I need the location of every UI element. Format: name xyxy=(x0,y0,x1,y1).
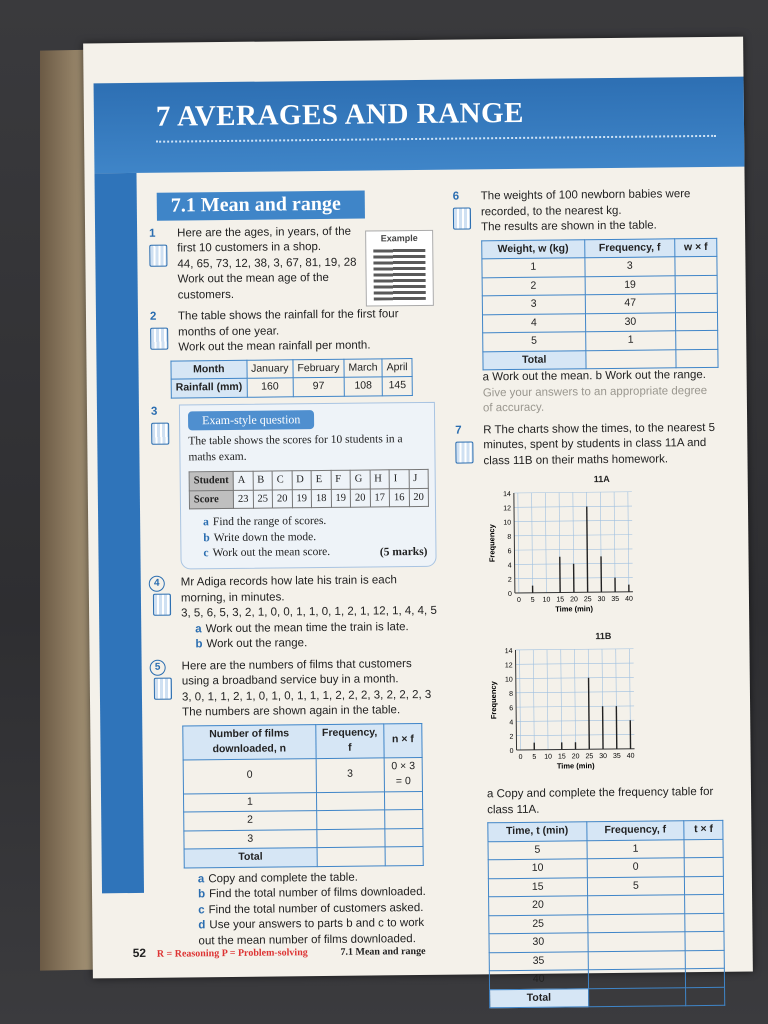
question-parts xyxy=(483,368,719,386)
table-cell: 0 xyxy=(587,858,685,878)
table-cell: 15 xyxy=(488,877,587,897)
table-header: Number of films downloaded, n xyxy=(183,724,316,759)
table-cell xyxy=(385,809,423,828)
grid-line xyxy=(561,649,562,749)
part-text: Work out the range. xyxy=(206,637,308,651)
x-tick-label: 15 xyxy=(556,595,565,604)
table-cell: 18 xyxy=(311,489,331,508)
question-parts xyxy=(181,619,437,653)
question-data: 3, 0, 1, 1, 2, 1, 0, 1, 0, 1, 1, 1, 2, 2, 2, 3, 2, 2, 2, 3 xyxy=(181,688,432,703)
row-label: Rainfall (mm) xyxy=(171,378,247,397)
table-cell xyxy=(686,968,725,987)
calculator-icon xyxy=(151,422,169,444)
table-row xyxy=(489,968,724,989)
table-cell xyxy=(588,987,686,1007)
calculator-icon xyxy=(153,594,171,616)
bar xyxy=(589,677,590,748)
y-tick-label: 0 xyxy=(507,590,512,598)
question-number: 4 xyxy=(149,576,165,592)
table-cell: 3 xyxy=(482,295,585,315)
table-cell xyxy=(316,828,385,847)
part-a: a Copy and complete the frequency table for class 11A. xyxy=(486,785,714,816)
x-tick-label: 25 xyxy=(583,595,592,603)
textbook-page xyxy=(83,37,753,1004)
question-text: R The charts show the times, to the nearest 5 minutes, spent by students in class 11A and class 11B on their maths homework. xyxy=(483,421,716,467)
footer-section: 7.1 Mean and range xyxy=(340,945,426,958)
table-cell xyxy=(384,791,422,810)
total-label: Total xyxy=(483,350,586,370)
table-cell xyxy=(685,931,724,950)
page-number: 52 xyxy=(132,945,147,961)
table-row xyxy=(183,791,422,812)
question-4 xyxy=(147,573,438,654)
table-row xyxy=(489,950,724,971)
table-cell xyxy=(317,847,386,866)
example-qr-code[interactable] xyxy=(365,229,434,306)
side-bar xyxy=(94,173,144,893)
question-2 xyxy=(144,307,435,399)
table-cell xyxy=(675,293,717,312)
marks: (5 marks) xyxy=(379,545,428,558)
y-tick-label: 14 xyxy=(504,647,513,655)
chart-title-11b: 11B xyxy=(595,630,612,642)
calculator-icon xyxy=(149,244,167,266)
y-axis-label: Frequency xyxy=(488,680,499,719)
table-cell: C xyxy=(272,471,292,490)
right-column xyxy=(447,187,726,1009)
table-cell: 97 xyxy=(293,377,344,396)
question-data: 44, 65, 73, 12, 38, 3, 67, 81, 19, 28 xyxy=(177,256,357,271)
y-tick-label: 6 xyxy=(509,704,514,712)
table-row xyxy=(482,256,717,277)
table-cell xyxy=(685,950,724,969)
bar xyxy=(587,506,588,592)
page-footer xyxy=(133,943,426,960)
part-text: Work out the mean score. xyxy=(212,545,331,560)
x-axis-label: Time (min) xyxy=(556,760,595,771)
table-header: Time, t (min) xyxy=(488,822,587,842)
y-tick-label: 12 xyxy=(503,504,512,512)
calculator-icon xyxy=(150,328,168,350)
qr-icon xyxy=(373,248,426,301)
x-tick-label: 5 xyxy=(530,596,535,604)
table-cell: 2 xyxy=(184,811,317,831)
x-tick-label: 35 xyxy=(611,595,620,603)
table-cell: 10 xyxy=(488,859,587,879)
part-letter: b xyxy=(197,888,206,901)
question-text: The table shows the rainfall for the first four months of one year. xyxy=(177,308,399,339)
y-tick-label: 10 xyxy=(503,519,512,527)
part-b: b Work out the range. xyxy=(595,368,707,383)
table-cell: 19 xyxy=(331,489,351,508)
part-text: Copy and complete the table. xyxy=(208,871,358,885)
y-tick-label: 4 xyxy=(507,561,512,569)
part-text: Use your answers to parts b and c to work out the mean number of films downloaded. xyxy=(198,916,425,947)
x-tick-label: 30 xyxy=(597,595,606,603)
question-text-2: The results are shown in the table. xyxy=(481,219,657,234)
table-cell: J xyxy=(409,469,429,488)
table-cell: 1 xyxy=(585,331,676,350)
question-text: Mr Adiga records how late his train is each morning, in minutes. xyxy=(180,574,397,604)
table-cell xyxy=(685,876,724,895)
table-cell: 3 xyxy=(584,257,675,276)
x-tick-label: 30 xyxy=(599,752,608,760)
table-cell xyxy=(685,913,724,932)
table-row xyxy=(489,894,724,915)
table-cell: 20 xyxy=(489,896,588,916)
table-row xyxy=(483,330,718,351)
bar-chart-11a xyxy=(484,487,645,621)
table-cell xyxy=(676,330,718,349)
table-row xyxy=(184,828,423,849)
question-ask: Work out the mean rainfall per month. xyxy=(178,339,371,354)
x-tick-label: 0 xyxy=(516,596,521,604)
table-cell: 30 xyxy=(585,312,676,331)
exam-style-heading: Exam-style question xyxy=(188,410,315,431)
table-cell: E xyxy=(311,470,331,489)
table-row xyxy=(184,809,423,830)
question-number: 5 xyxy=(150,659,166,675)
table-cell: 108 xyxy=(344,377,382,396)
table-cell: 25 xyxy=(253,490,273,509)
table-cell xyxy=(385,828,423,847)
table-cell: 145 xyxy=(382,377,412,396)
table-cell: H xyxy=(370,470,390,489)
x-axis-label: Time (min) xyxy=(555,603,594,614)
question-text: Here are the numbers of films that customers using a broadband service buy in a month. xyxy=(181,657,412,688)
table-cell xyxy=(675,256,717,275)
grid-line xyxy=(532,492,533,592)
table-cell: 1 xyxy=(587,839,685,859)
table-header: Frequency, f xyxy=(586,821,684,841)
table-cell xyxy=(588,932,686,952)
x-tick-label: 0 xyxy=(518,753,523,761)
chapter-title: 7 AVERAGES AND RANGE xyxy=(155,96,525,133)
table-cell: 16 xyxy=(389,488,409,507)
y-tick-label: 8 xyxy=(509,690,513,698)
section-title: 7.1 Mean and range xyxy=(157,191,365,221)
table-header: Frequency, f xyxy=(315,723,384,758)
table-cell: 20 xyxy=(272,489,292,508)
question-3 xyxy=(145,401,437,570)
question-5 xyxy=(148,656,441,950)
question-after: The numbers are shown again in the table. xyxy=(182,704,401,719)
table-cell: I xyxy=(389,470,409,489)
chart-title-11a: 11A xyxy=(593,473,610,485)
table-cell: 25 xyxy=(489,914,588,934)
part-letter: a xyxy=(195,622,202,635)
table-row xyxy=(482,312,717,333)
table-row xyxy=(183,757,422,794)
question-part xyxy=(181,635,437,653)
table-cell xyxy=(587,895,685,915)
table-cell: 2 xyxy=(482,276,585,296)
total-label: Total xyxy=(184,848,317,868)
table-cell: F xyxy=(331,470,351,489)
question-1 xyxy=(143,223,434,304)
x-tick-label: 20 xyxy=(571,752,580,760)
table-cell: 30 xyxy=(489,933,588,953)
grid-line xyxy=(574,649,575,749)
table-header: January xyxy=(246,359,293,378)
part-letter: b xyxy=(203,531,210,544)
exam-style-box xyxy=(179,401,437,569)
table-cell xyxy=(585,349,676,368)
table-header: w × f xyxy=(675,238,717,257)
part-letter: d xyxy=(198,919,206,932)
y-tick-label: 14 xyxy=(503,490,511,498)
table-cell: 3 xyxy=(184,829,317,849)
table-cell xyxy=(685,894,724,913)
grid-line xyxy=(545,492,546,592)
table-row xyxy=(482,275,717,296)
table-row xyxy=(488,839,723,860)
table-header: February xyxy=(293,359,344,378)
question-parts xyxy=(184,869,441,949)
x-tick-label: 10 xyxy=(542,596,551,604)
table-cell xyxy=(316,791,385,810)
part-text: Work out the mean time the train is late. xyxy=(205,620,409,635)
table-cell: B xyxy=(253,471,273,490)
times-table xyxy=(487,820,725,1008)
y-tick-label: 12 xyxy=(504,661,513,669)
scores-table xyxy=(189,469,429,510)
part-letter: c xyxy=(198,903,205,916)
row-label: Student xyxy=(189,471,233,490)
table-header: Weight, w (kg) xyxy=(482,239,585,259)
calculator-icon xyxy=(154,677,172,699)
question-number: 2 xyxy=(149,310,157,323)
question-number: 1 xyxy=(149,227,156,240)
footer-legend: R = Reasoning P = Problem-solving xyxy=(156,947,308,960)
table-cell: 20 xyxy=(409,488,429,507)
table-cell: 47 xyxy=(585,294,676,313)
table-cell xyxy=(587,913,685,933)
table-cell xyxy=(676,349,718,368)
table-cell: 40 xyxy=(489,970,588,990)
x-tick-label: 40 xyxy=(625,595,633,603)
table-header: t × f xyxy=(684,820,723,839)
x-tick-label: 40 xyxy=(626,752,635,760)
part-text: Write down the mode. xyxy=(213,530,317,544)
question-7 xyxy=(449,420,725,1008)
part-text: Find the total number of films downloaded. xyxy=(209,885,426,901)
table-cell: 0 xyxy=(183,758,316,793)
grid-line xyxy=(533,649,534,749)
x-tick-label: 15 xyxy=(557,752,566,761)
table-cell: 23 xyxy=(233,490,253,509)
table-cell xyxy=(588,969,686,989)
total-label: Total xyxy=(490,988,589,1008)
part-a: a Work out the mean. xyxy=(482,370,593,384)
rainfall-table xyxy=(170,358,412,399)
row-label: Score xyxy=(189,490,233,509)
table-cell: D xyxy=(292,471,312,490)
table-row xyxy=(489,913,724,934)
table-header: March xyxy=(344,358,382,377)
x-tick-label: 20 xyxy=(570,595,578,603)
table-row xyxy=(489,931,724,952)
question-number: 7 xyxy=(455,424,462,437)
table-cell: 3 xyxy=(316,757,385,792)
y-tick-label: 6 xyxy=(507,547,512,555)
question-number: 6 xyxy=(452,190,460,203)
part-letter: b xyxy=(195,638,203,651)
y-tick-label: 0 xyxy=(509,747,514,755)
weights-table xyxy=(481,237,718,370)
table-cell: 0 × 3 = 0 xyxy=(384,757,422,791)
y-axis xyxy=(515,649,516,749)
bar-chart-11b xyxy=(485,644,646,778)
y-axis xyxy=(514,492,515,592)
table-cell: 35 xyxy=(489,951,588,971)
x-tick-label: 5 xyxy=(532,753,537,761)
grid-line xyxy=(519,649,520,749)
y-tick-label: 4 xyxy=(509,718,514,726)
table-header: Month xyxy=(171,360,247,379)
y-tick-label: 8 xyxy=(507,533,512,541)
table-cell xyxy=(385,846,423,865)
table-cell xyxy=(684,839,723,858)
y-tick-label: 2 xyxy=(507,576,512,584)
table-cell: 19 xyxy=(292,489,312,508)
grid-line xyxy=(547,649,548,749)
question-text: The table shows the scores for 10 students in a maths exam. xyxy=(188,433,403,463)
example-label: Example xyxy=(380,232,418,243)
x-tick-label: 10 xyxy=(544,753,553,761)
table-row xyxy=(488,876,723,897)
table-cell: 1 xyxy=(183,792,316,812)
table-cell: 5 xyxy=(488,840,587,860)
table-cell: 19 xyxy=(585,275,676,294)
grid-line xyxy=(518,492,519,592)
table-cell: 20 xyxy=(350,489,370,508)
part-text: Find the range of scores. xyxy=(212,514,327,529)
part-text: Find the total number of customers asked. xyxy=(208,901,424,916)
total-row xyxy=(490,987,725,1008)
table-cell xyxy=(588,950,686,970)
table-row xyxy=(488,857,723,878)
table-cell: 17 xyxy=(370,488,390,507)
part-letter: a xyxy=(203,516,209,529)
part-letter: c xyxy=(203,547,209,560)
calculator-icon xyxy=(455,441,473,463)
chapter-dots xyxy=(156,135,716,143)
table-cell xyxy=(675,275,717,294)
y-tick-label: 10 xyxy=(504,676,513,684)
part-letter: a xyxy=(197,872,205,885)
y-axis-label: Frequency xyxy=(487,523,497,562)
table-cell: 160 xyxy=(247,378,294,397)
question-ask: Work out the mean age of the customers. xyxy=(177,271,329,302)
note: Give your answers to an appropriate degree of accuracy. xyxy=(482,384,708,415)
x-tick-label: 35 xyxy=(612,752,621,760)
total-row xyxy=(184,846,423,867)
question-text: Here are the ages, in years, of the first 10 customers in a shop. xyxy=(177,225,352,255)
table-cell: G xyxy=(350,470,370,489)
question-data: 3, 5, 6, 5, 3, 2, 1, 0, 0, 1, 1, 0, 1, 2, 1, 12, 1, 4, 4, 5 xyxy=(181,604,437,620)
x-tick-label: 25 xyxy=(585,752,594,760)
question-part xyxy=(181,619,437,637)
table-header: April xyxy=(382,358,412,377)
total-row xyxy=(483,349,718,370)
table-cell xyxy=(684,857,723,876)
question-6 xyxy=(447,187,719,417)
calculator-icon xyxy=(453,207,471,229)
question-number: 3 xyxy=(150,405,158,418)
table-cell: A xyxy=(233,471,253,490)
table-header: n × f xyxy=(384,723,422,757)
table-cell: 5 xyxy=(587,876,685,896)
table-cell: 4 xyxy=(482,313,585,333)
table-header: Frequency, f xyxy=(584,238,675,257)
left-column xyxy=(143,190,441,950)
question-text: The weights of 100 newborn babies were recorded, to the nearest kg. xyxy=(480,188,691,218)
grid-line xyxy=(628,491,629,591)
table-cell: 1 xyxy=(482,258,585,278)
table-row xyxy=(482,293,717,314)
chapter-header xyxy=(94,77,745,174)
table-cell xyxy=(676,312,718,331)
table-cell xyxy=(686,987,725,1006)
films-table xyxy=(182,722,423,868)
table-cell xyxy=(316,810,385,829)
y-tick-label: 2 xyxy=(509,733,514,741)
table-cell: 5 xyxy=(483,332,586,352)
grid-line xyxy=(614,491,615,591)
